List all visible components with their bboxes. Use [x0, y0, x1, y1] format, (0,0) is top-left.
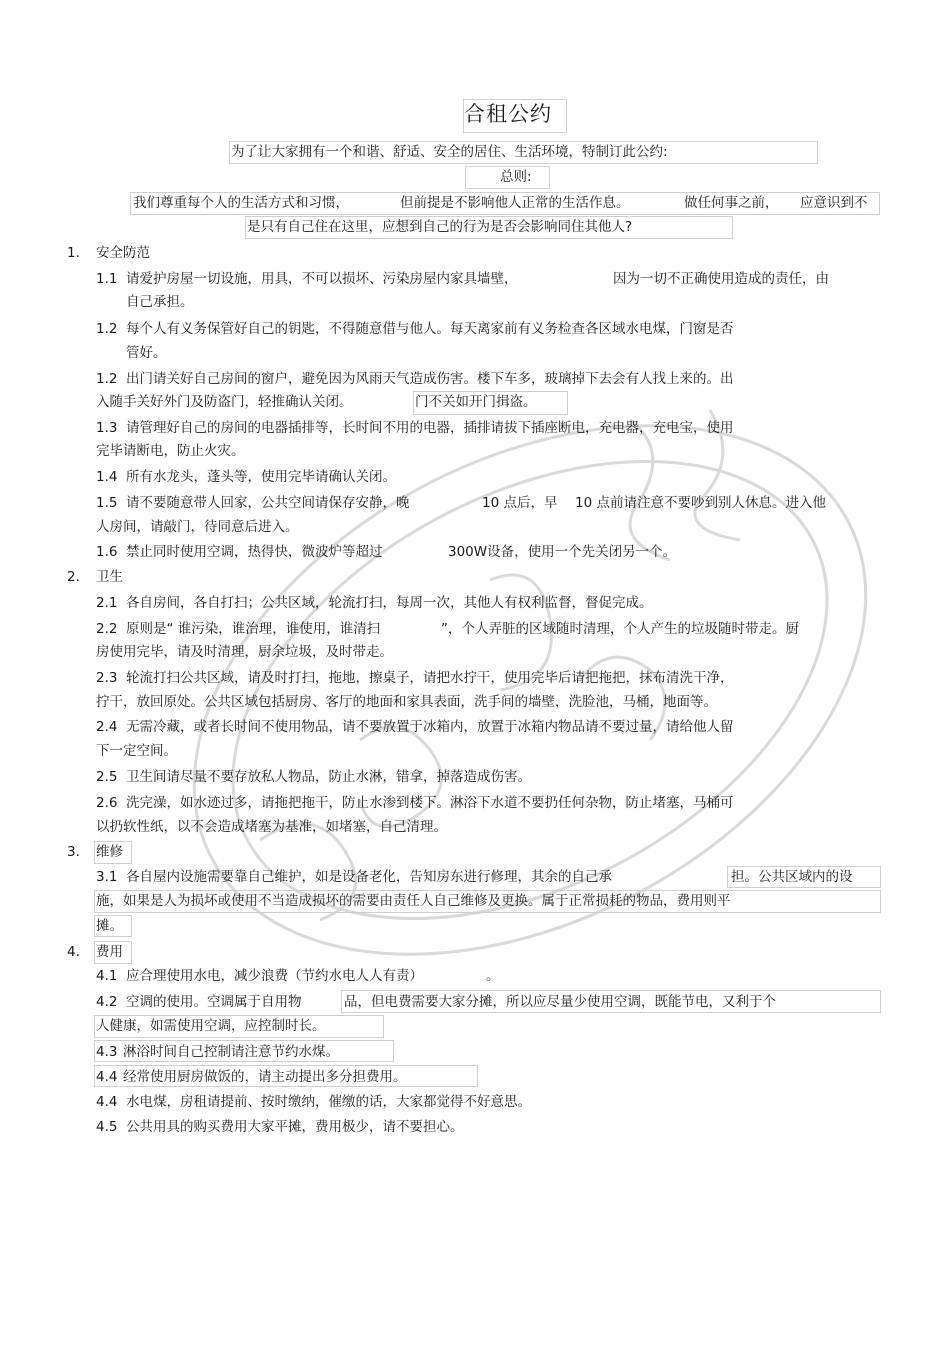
item-4-2-line2-box [94, 1015, 384, 1038]
item-2-6-line1: 洗完澡，如水迹过多，请拖把拖干，防止水渗到楼下。淋浴下水道不要扔任何杂物，防止堵塞，马桶可 [126, 795, 734, 811]
item-1-1-line1: 请爱护房屋一切设施，用具，不可以损坏、污染房屋内家具墙壁， [126, 271, 518, 287]
principle-line1-part1: 我们尊重每个人的生活方式和习惯， [133, 195, 349, 211]
item-4-3-number: 4.3 [96, 1044, 118, 1060]
item-2-4-line2: 下一定空间。 [96, 743, 177, 759]
item-4-2-line1b: 品，但电费需要大家分摊，所以应尽量少使用空调，既能节电，又利于个 [344, 994, 776, 1010]
general-heading: 总则: [500, 169, 532, 185]
section-1-title: 安全防范 [96, 245, 150, 261]
item-1-3-line2: 完毕请断电，防止火灾。 [96, 443, 245, 459]
section-2-title: 卫生 [96, 569, 123, 585]
item-4-2-line2: 人健康，如需使用空调，应控制时长。 [96, 1018, 326, 1034]
item-1-4-number: 1.4 [96, 469, 118, 485]
intro-box [229, 141, 818, 164]
item-1-5-line2: 人房间，请敲门，待同意后进入。 [96, 519, 299, 535]
item-1-2a-line1: 每个人有义务保管好自己的钥匙，不得随意借与他人。每天离家前有义务检查各区域水电煤，门窗是否 [126, 321, 734, 337]
section-4-title-box [94, 941, 132, 964]
item-1-2b-number: 1.2 [96, 371, 118, 387]
item-2-5-line1: 卫生间请尽量不要存放私人物品，防止水淋，错拿，掉落造成伤害。 [126, 769, 531, 785]
section-4-title: 费用 [96, 944, 123, 960]
item-2-3-line2: 拧干，放回原处。公共区域包括厨房、客厅的地面和家具表面，洗手间的墙壁，洗脸池，马桶，地面等。 [96, 694, 717, 710]
principle-line1-part2: 但前提是不影响他人正常的生活作息。 [400, 195, 630, 211]
item-4-1-line1: 应合理使用水电，减少浪费（节约水电人人有责） [126, 968, 423, 984]
item-3-1-line3: 摊。 [96, 918, 123, 934]
item-1-3-line1: 请管理好自己的房间的电器插排等，长时间不用的电器，插排请拔下插座断电，充电器，充电宝，使用 [126, 420, 734, 436]
item-2-6-line2: 以扔软性纸，以不会造成堵塞为基准，如堵塞，自己清理。 [96, 819, 447, 835]
section-2-number: 2. [67, 569, 80, 585]
section-3-title: 维修 [96, 844, 123, 860]
item-1-1-line1b: 因为一切不正确使用造成的责任，由 [613, 271, 829, 287]
item-4-2-line1: 空调的使用。空调属于自用物 [126, 994, 302, 1010]
principle-line1-box [130, 192, 880, 215]
item-2-2-line2: 房使用完毕，请及时清理，厨余垃圾，及时带走。 [96, 644, 393, 660]
item-2-2-number: 2.2 [96, 621, 118, 637]
item-2-3-line1: 轮流打扫公共区域，请及时打扫，拖地，擦桌子，请把水拧干，使用完毕后请把拖把，抹布清洗干净， [126, 670, 734, 686]
section-4-number: 4. [67, 944, 80, 960]
item-1-6-line1b: 300W设备，使用一个先关闭另一个。 [448, 544, 677, 560]
item-1-2b-line2: 入随手关好外门及防盗门，轻推确认关闭。 [96, 394, 353, 410]
item-1-5-line1: 请不要随意带人回家，公共空间请保存安静，晚 [126, 495, 410, 511]
item-2-5-number: 2.5 [96, 769, 118, 785]
item-1-3-number: 1.3 [96, 420, 118, 436]
item-1-4-line1: 所有水龙头，蓬头等，使用完毕请确认关闭。 [126, 469, 396, 485]
item-3-1-line3-box [94, 915, 132, 937]
item-3-1-line1b: 担。公共区域内的设 [731, 869, 853, 885]
item-1-2a-number: 1.2 [96, 321, 118, 337]
item-4-4b-number: 4.4 [96, 1094, 118, 1110]
item-2-2-line1b: ”，个人弄脏的区域随时清理，个人产生的垃圾随时带走。厨 [441, 621, 799, 637]
item-1-1-line2: 自己承担。 [126, 294, 194, 310]
item-4-5-number: 4.5 [96, 1119, 118, 1135]
item-1-2b-line1: 出门请关好自己房间的窗户，避免因为风雨天气造成伤害。楼下车多，玻璃掉下去会有人找上来的。出 [126, 371, 734, 387]
item-1-1-number: 1.1 [96, 271, 118, 287]
item-4-2-number: 4.2 [96, 994, 118, 1010]
item-1-2b-box [413, 391, 568, 415]
section-3-number: 3. [67, 844, 80, 860]
item-3-1-number: 3.1 [96, 869, 118, 885]
principle-line2-box [245, 216, 733, 239]
item-4-1-number: 4.1 [96, 968, 118, 984]
item-1-6-line1: 禁止同时使用空调，热得快，微波炉等超过 [126, 544, 383, 560]
item-1-6-number: 1.6 [96, 544, 118, 560]
item-2-1-number: 2.1 [96, 595, 118, 611]
item-4-4a-number: 4.4 [96, 1069, 118, 1085]
title-box [463, 99, 567, 133]
item-2-4-number: 2.4 [96, 719, 118, 735]
item-2-2-line1: 原则是“ 谁污染，谁治理，谁使用，谁清扫 [126, 621, 381, 637]
item-4-4a-box [94, 1065, 478, 1087]
document-title: 合租公约 [464, 102, 552, 126]
principle-line1-part3: 做任何事之前， [684, 195, 779, 211]
principle-line1-part4: 应意识到不 [800, 195, 868, 211]
item-1-5-number: 1.5 [96, 495, 118, 511]
item-2-1-line1: 各自房间，各自打扫；公共区域，轮流打扫，每周一次，其他人有权利监督，督促完成。 [126, 595, 653, 611]
item-1-5-line1b: 10 点后，早 [482, 495, 558, 511]
item-3-1-line1-box [727, 866, 881, 888]
item-3-1-line2: 施，如果是人为损坏或使用不当造成损坏的需要由责任人自己维修及更换。属于正常损耗的物品，费用则平 [96, 893, 731, 909]
item-2-4-line1: 无需冷藏，或者长时间不使用物品，请不要放置于冰箱内，放置于冰箱内物品请不要过量，请给他人留 [126, 719, 734, 735]
item-4-2-line1-box [341, 990, 881, 1013]
item-1-5-line1c: 10 点前请注意不要吵到别人休息。进入他 [575, 495, 826, 511]
section-3-title-box [94, 841, 132, 864]
principle-line2: 是只有自己住在这里，应想到自己的行为是否会影响同住其他人? [247, 219, 633, 235]
intro-text: 为了让大家拥有一个和谐、舒适、安全的居住、生活环境，特制订此公约: [231, 144, 668, 160]
item-1-2a-line2: 管好。 [126, 345, 167, 361]
item-4-4b-line1: 水电煤，房租请提前、按时缴纳，催缴的话，大家都觉得不好意思。 [126, 1094, 531, 1110]
item-4-5-line1: 公共用具的购买费用大家平摊，费用极少，请不要担心。 [126, 1119, 464, 1135]
item-4-1-line1b: 。 [486, 968, 500, 984]
item-2-3-number: 2.3 [96, 670, 118, 686]
item-2-6-number: 2.6 [96, 795, 118, 811]
item-4-3-box [94, 1040, 394, 1062]
item-4-3-line1: 淋浴时间自己控制请注意节约水煤。 [123, 1044, 339, 1060]
item-1-2b-line2b: 门不关如开门揖盗。 [415, 394, 537, 410]
general-heading-box [465, 166, 550, 189]
section-1-number: 1. [67, 245, 80, 261]
item-3-1-line1: 各自屋内设施需要靠自己维护，如是设备老化，告知房东进行修理，其余的自己承 [126, 869, 612, 885]
item-3-1-line2-box [94, 890, 881, 913]
item-4-4a-line1: 经常使用厨房做饭的，请主动提出多分担费用。 [123, 1069, 407, 1085]
